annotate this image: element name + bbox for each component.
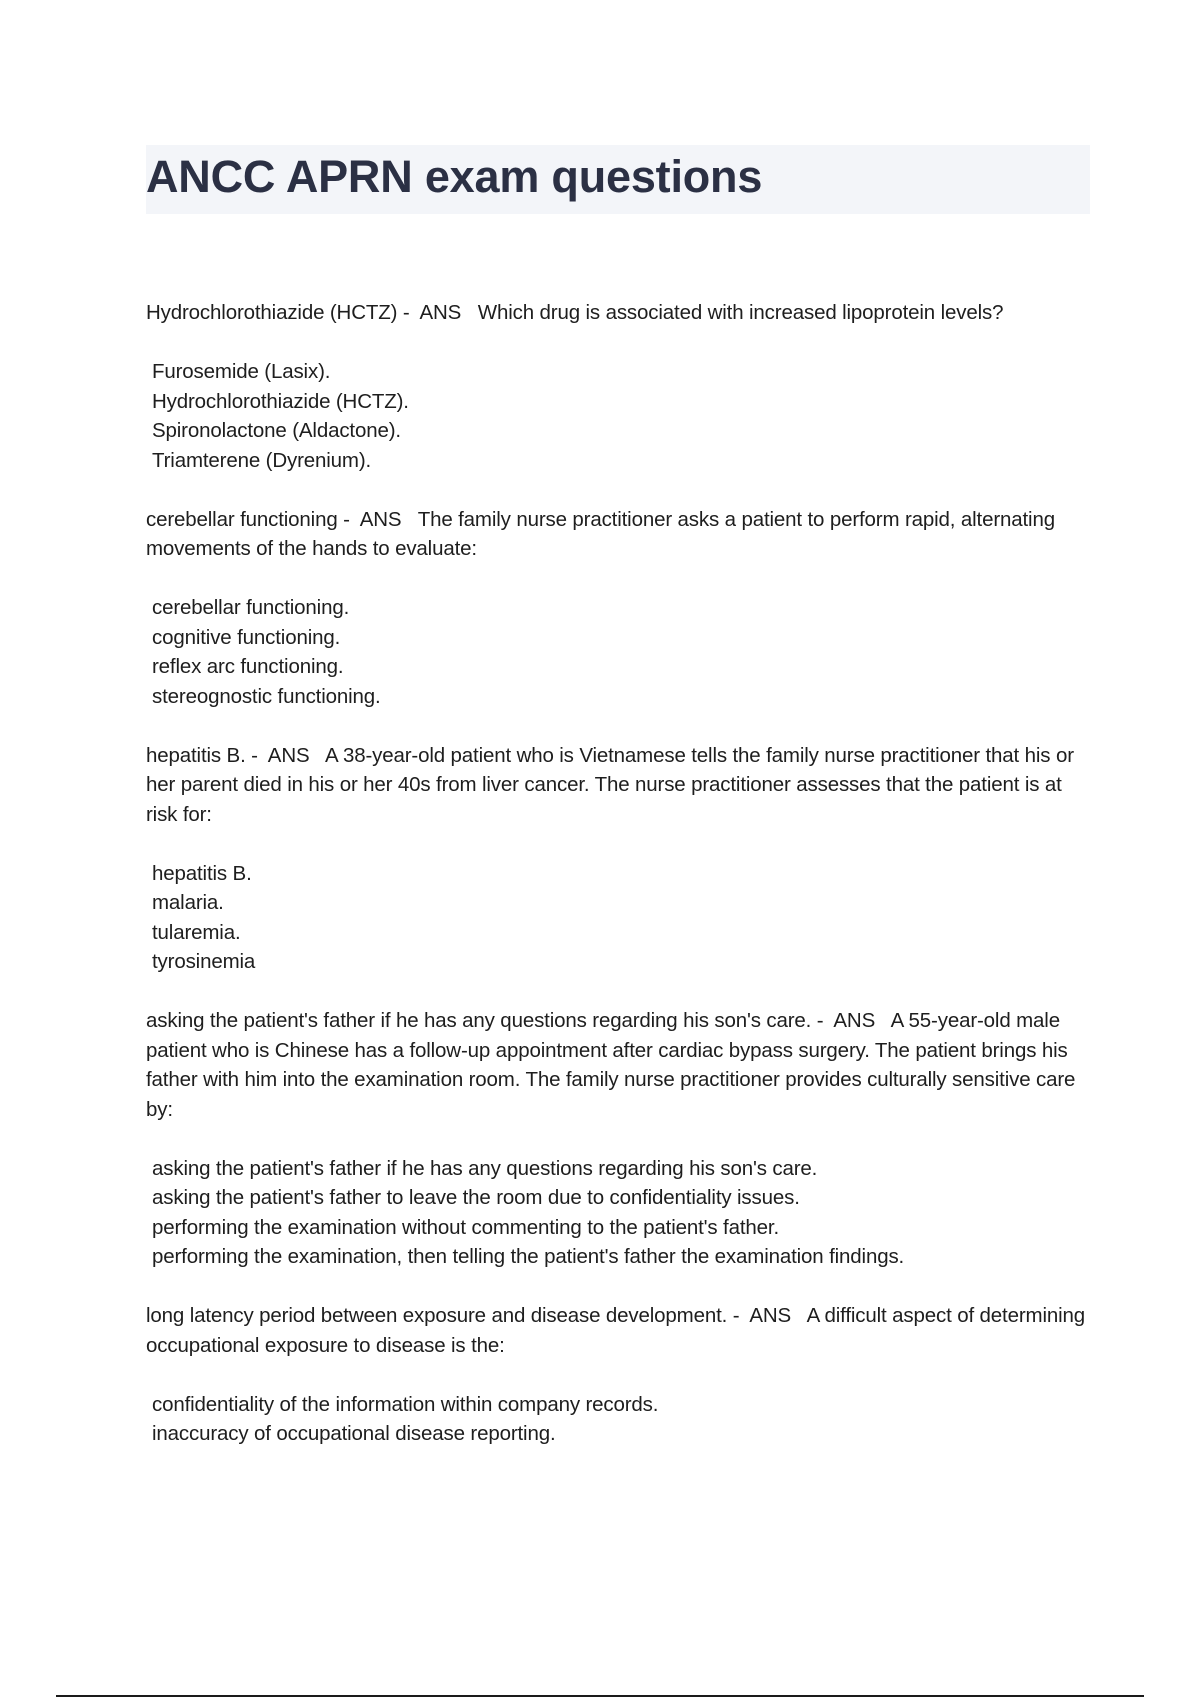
page-bottom-divider <box>56 1695 1144 1697</box>
option-item: tularemia. <box>152 920 241 944</box>
qa-item-3 <box>146 741 1096 977</box>
title-banner <box>146 145 1090 214</box>
page-title: ANCC APRN exam questions <box>146 151 763 202</box>
qa-question-text: long latency period between exposure and disease development. - ANS A difficult aspect of determining occupational exposure to disease is the: <box>146 1304 1091 1357</box>
qa-options-list <box>146 1390 1096 1449</box>
qa-question-text: cerebellar functioning - ANS The family nurse practitioner asks a patient to perform rapid, alternating movements of the hands to evaluate: <box>146 507 1061 560</box>
option-item: inaccuracy of occupational disease reporting. <box>152 1422 556 1445</box>
option-item: confidentiality of the information within company records. <box>152 1392 659 1416</box>
option-item: asking the patient's father if he has any questions regarding his son's care. <box>152 1156 818 1180</box>
option-item: Hydrochlorothiazide (HCTZ). <box>152 389 409 413</box>
option-item: asking the patient's father to leave the room due to confidentiality issues. <box>152 1186 800 1209</box>
option-item: Spironolactone (Aldactone). <box>152 419 401 442</box>
option-item: cerebellar functioning. <box>152 596 350 619</box>
document-body <box>146 298 1096 1478</box>
qa-question-text: hepatitis B. - ANS A 38-year-old patient who is Vietnamese tells the family nurse practitioner that his or her parent died in his or her 40s from liver cancer. The nurse practitioner assesses that the patient is at risk for: <box>146 743 1080 826</box>
option-item: hepatitis B. <box>152 861 252 885</box>
qa-options-list <box>146 593 1096 711</box>
qa-item-2 <box>146 505 1096 712</box>
qa-options-list <box>146 1154 1096 1272</box>
option-item: Furosemide (Lasix). <box>152 360 331 383</box>
qa-item-4 <box>146 1006 1096 1272</box>
qa-item-5 <box>146 1301 1096 1449</box>
qa-options-list <box>146 859 1096 977</box>
qa-question-text: asking the patient's father if he has any questions regarding his son's care. - ANS A 55-year-old male patient who is Chinese has a follow-up appointment after cardiac bypass surgery. The patient brings his father with him into the examination room. The family nurse practitioner provides culturally sensitive care by: <box>146 1009 1081 1121</box>
option-item: tyrosinemia <box>152 950 256 973</box>
option-item: stereognostic functioning. <box>152 684 381 708</box>
qa-item-1 <box>146 298 1096 475</box>
option-item: malaria. <box>152 891 224 914</box>
option-item: performing the examination, then telling the patient's father the examination findings. <box>152 1245 905 1268</box>
option-item: Triamterene (Dyrenium). <box>152 448 372 472</box>
qa-options-list <box>146 357 1096 475</box>
option-item: performing the examination without commenting to the patient's father. <box>152 1215 779 1239</box>
option-item: reflex arc functioning. <box>152 655 344 678</box>
qa-question-text: Hydrochlorothiazide (HCTZ) - ANS Which drug is associated with increased lipoprotein levels? <box>146 301 1004 324</box>
option-item: cognitive functioning. <box>152 625 341 649</box>
